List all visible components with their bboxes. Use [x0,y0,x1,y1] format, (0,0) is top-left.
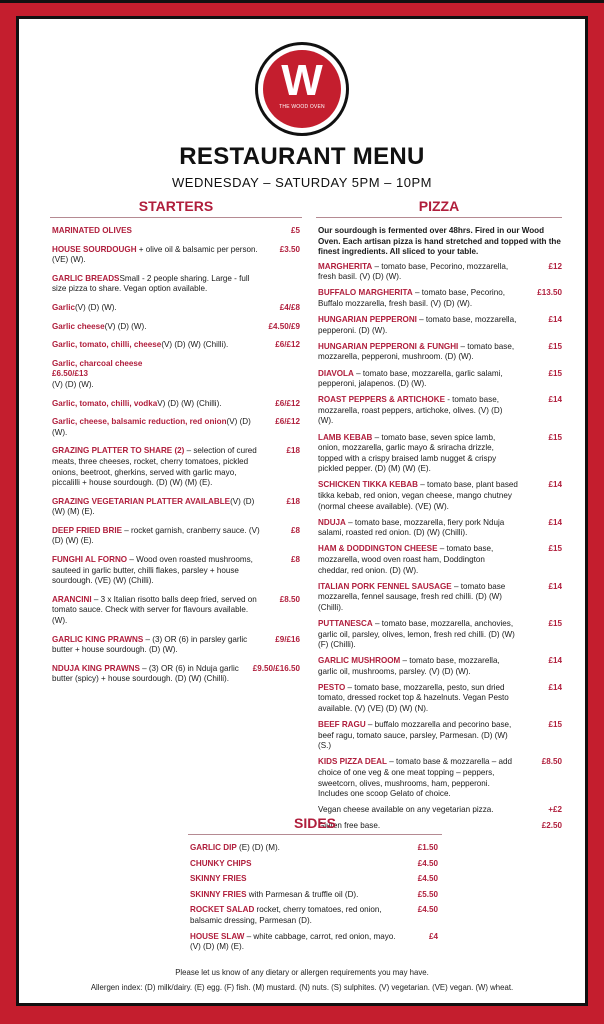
item-name: DEEP FRIED BRIE [52,525,123,535]
item-name: GARLIC MUSHROOM [318,656,401,666]
menu-item [52,274,304,295]
item-name: BUFFALO MARGHERITA [318,288,413,298]
item-name: BEEF RAGU [318,720,366,730]
item-description: – rocket garnish, cranberry sauce. (V) (D) (W) (E). [52,525,260,546]
menu-item [52,417,304,438]
menu-item [318,619,562,651]
starters-heading: STARTERS [50,198,302,218]
item-name: SCHICKEN TIKKA KEBAB [318,480,418,490]
item-price: £12 [548,261,562,271]
item-name: Garlic cheese [52,321,105,331]
item-price: £15 [548,341,562,351]
item-description: – (3) OR (6) in Nduja garlic butter (spicy) + house sourdough. (D) (W) (Chilli). [52,663,239,684]
item-description: rocket, cherry tomatoes, red onion, balsamic dressing, Parmesan (D). [190,905,382,925]
item-description: (V) (D) (W). [52,379,94,389]
item-description: – tomato base, mozzarella, fiery pork Nduja salami, roasted red onion. (D) (W) (Chilli). [318,517,505,538]
menu-item [52,303,304,314]
item-name: FUNGHI AL FORNO [52,555,128,565]
item-description: (V) (D) (W) (Chilli). [161,340,229,350]
item-price: £15 [548,618,562,628]
pizza-heading: PIZZA [316,198,562,218]
item-description: – (3) OR (6) in parsley garlic butter + house sourdough. (D) (W). [52,634,248,655]
item-description: Small - 2 people sharing. Large - full size pizza to share. Vegan option available. [52,273,250,294]
item-name: GARLIC DIP [190,843,237,852]
item-name: PUTTANESCA [318,618,373,628]
item-name: MARINATED OLIVES [52,226,132,235]
item-price: £14 [548,581,562,591]
item-name: SKINNY FRIES [190,874,247,884]
menu-item [52,664,304,685]
item-price: £3.50 [279,244,300,254]
item-name: GRAZING VEGETARIAN PLATTER AVAILABLE [52,496,231,506]
item-name: GRAZING PLATTER TO SHARE (2) [52,446,185,456]
item-price: £18 [286,496,300,506]
item-name: Garlic, cheese, balsamic reduction, red onion [52,417,227,427]
item-price: £14 [548,395,562,405]
menu-item [52,245,304,266]
opening-hours: WEDNESDAY – SATURDAY 5PM – 10PM [172,175,432,190]
item-name: Garlic, tomato, chilli, cheese [52,340,162,350]
sides-list [190,843,438,958]
dietary-note: Please let us know of any dietary or allergen requirements you may have. [175,968,429,977]
item-name: LAMB KEBAB [318,432,373,442]
item-price: £5.50 [417,889,438,899]
item-price: £15 [548,544,562,554]
menu-item [318,757,562,799]
item-description: – tomato base, mozzarella, garlic oil, mushrooms, parsley. (V) (D) (W). [318,656,500,676]
item-name: NDUJA [318,517,346,527]
item-price: £9/£16 [275,634,300,644]
item-description: (V) (D) (W). [74,302,117,312]
item-description: + olive oil & balsamic per person. (VE) (W). [52,244,258,265]
item-description: – selection of cured meats, three cheeses, rocket, cherry tomatoes, pickled onions, beetroot, gherkins, served with garlic mayo, piccalilli + house sourdough. (D) (W) (M) (E). [52,446,257,488]
menu-item [318,288,562,309]
item-name: CHUNKY CHIPS [190,858,252,868]
item-price: £6/£12 [275,398,300,408]
menu-item [318,656,562,677]
item-price: £14 [548,656,562,666]
menu-item [52,595,304,627]
item-price: £4/£8 [279,302,300,312]
menu-item [52,555,304,587]
item-price: +£2 [548,805,562,815]
item-price: £15 [548,432,562,442]
pizza-intro: Our sourdough is fermented over 48hrs. Fired in our Wood Oven. Each artisan pizza is hand stretched and topped with the finest ingredients. All sliced to your table. [318,226,561,257]
item-price: £14 [548,517,562,527]
item-price: £2.50 [541,821,562,831]
sides-heading: SIDES [188,815,442,835]
item-description: (E) (D) (M). [236,843,280,852]
item-price: £8 [290,555,300,565]
item-price: £4.50 [417,858,438,868]
item-price: £4.50 [417,874,438,884]
menu-item [318,395,562,427]
item-description: (V) (D) (W) (M) (E). [52,496,255,517]
item-name: HAM & DODDINGTON CHEESE [318,544,438,554]
item-name: NDUJA KING PRAWNS [52,663,140,673]
item-price: £15 [548,368,562,378]
wood-oven-logo [255,42,349,136]
item-price: £15 [548,720,562,730]
menu-item [52,497,304,518]
menu-item [190,932,438,953]
item-name: Garlic [52,302,75,312]
item-name: SKINNY FRIES [190,889,247,899]
item-description: - tomato base, mozzarella, roast peppers, artichoke, olives. (V) (D) (W). [318,395,503,426]
menu-item [52,446,304,488]
logo-name: THE WOOD OVEN [279,104,325,110]
item-name: ARANCINI [52,594,92,604]
menu-item [52,340,304,351]
item-description: with Parmesan & truffle oil (D). [246,889,359,899]
menu-item [190,859,438,870]
menu-item [190,905,438,926]
page-title: RESTAURANT MENU [179,143,425,170]
item-name: HUNGARIAN PEPPERONI [318,315,417,325]
item-description: (V) (D) (W). [52,417,251,437]
item-name: MARGHERITA [318,261,373,271]
item-description: – tomato base, mozzarella, anchovies, garlic oil, parsley, olives, lemon, fresh red chilli. (D) (W) (F) (Chilli). [318,618,515,650]
item-name: HOUSE SOURDOUGH [52,244,137,254]
item-name: ROCKET SALAD [190,905,255,915]
item-name: ITALIAN PORK FENNEL SAUSAGE [318,581,452,591]
item-description: – tomato base, Pecorino, Buffalo mozzarella, fresh basil. (V) (D) (W). [318,288,505,309]
item-description: (V) (D) (W). [104,321,147,331]
item-price: £8 [290,525,300,535]
item-description: – tomato base, seven spice lamb, onion, mozzarella, garlic mayo & sriracha drizzle, topped with a crispy braised lamb nugget & crispy pickled pepper. (D) (M) (W) (E). [318,432,497,474]
item-description: – buffalo mozzarella and pecorino base, beef ragu, tomato sauce, parsley, Parmesan. (D) (W) (S.) [318,720,512,751]
item-description: – Wood oven roasted mushrooms, sauteed in garlic butter, chilli flakes, parsley + house sourdough. (VE) (W) (Chilli). [52,555,253,586]
item-description: Gluten free base. [318,821,381,831]
item-description: – white cabbage, carrot, red onion, mayo. (V) (D) (M) (E). [190,931,396,952]
item-price: £14 [548,315,562,325]
item-price: £4.50 [417,905,438,915]
item-description: – tomato base, plant based tikka kebab, red onion, vegan cheese, mango chutney (normal cheese available). (VE) (W). [318,480,518,511]
menu-item [318,582,562,614]
item-description: Vegan cheese available on any vegetarian pizza. [318,805,494,815]
item-price: £6/£12 [275,340,300,350]
menu-item [52,399,304,410]
item-price: £6/£12 [275,417,300,427]
menu-item [190,890,438,901]
menu-item [52,226,304,237]
item-description: – tomato base, mozzarella, pepperoni. (D) (W). [318,315,517,335]
item-name: Garlic, tomato, chilli, vodka [52,398,158,408]
item-name: HOUSE SLAW [190,931,245,941]
item-description: – tomato base, mozzarella, pepperoni, mushroom. (D) (W). [318,341,515,362]
item-description: V) (D) (W) (Chilli). [157,398,222,408]
menu-item [318,315,562,336]
item-name: HUNGARIAN PEPPERONI & FUNGHI [318,341,459,351]
item-description: – tomato base mozzarella, fennel sausage, fresh red chilli. (D) (W) (Chilli). [318,581,506,612]
item-description: – tomato base, mozzarella, pesto, sun dried tomato, dressed rocket top & hazelnuts. Vegan Pesto available. (V) (VE) (D) (W) (N). [318,682,509,714]
allergen-index: Allergen index: (D) milk/dairy. (E) egg. (F) fish. (M) mustard. (N) nuts. (S) sulphites. (V) vegetarian. (VE) vegan. (W) wheat. [90,983,514,992]
item-price: £6.50/£13 [52,369,89,379]
item-price: £1.50 [417,843,438,852]
item-price: £4.50/£9 [268,321,300,331]
item-price: £8.50 [279,594,300,604]
item-description: – tomato base, mozzarella, wood oven roast ham, Doddington cheddar, red onion. (D) (W). [318,544,494,575]
item-name: GARLIC BREADS [52,273,120,283]
item-price: £14 [548,480,562,490]
item-price: £18 [286,446,300,456]
item-name: GARLIC KING PRAWNS [52,634,144,644]
menu-item [52,635,304,656]
item-price: £14 [548,682,562,692]
item-price: £9.50/£16.50 [252,663,300,673]
item-price: £5 [290,226,300,235]
menu-item [318,518,562,539]
item-description: – 3 x Italian risotto balls deep fried, served on tomato sauce. Check with server for flavours available. (W). [52,594,257,626]
menu-item [318,480,562,512]
pizza-list [318,226,562,838]
menu-item [318,262,562,283]
menu-item [318,683,562,715]
menu-item [190,843,438,854]
item-name: ROAST PEPPERS & ARTICHOKE [318,395,445,405]
item-name: PESTO [318,682,346,692]
menu-item [318,342,562,363]
item-price: £8.50 [541,757,562,767]
menu-item [318,369,562,390]
item-description: – tomato base, mozzarella, garlic salami, pepperoni, jalapenos. (D) (W). [318,368,503,389]
logo-letter: W [281,56,323,105]
item-price: £13.50 [537,288,562,298]
item-price: £4 [428,931,438,941]
menu-item [318,433,562,475]
item-description: – tomato base & mozzarella – add choice of one veg & one meat topping – peppers, sweetcorn, olives, mushrooms, ham, pepperoni. Includes one scoop Gelato of choice. [318,757,513,799]
menu-item [318,544,562,576]
menu-item [52,359,304,391]
menu-item [52,322,304,333]
starters-list [52,226,304,693]
item-name: Garlic, charcoal cheese [52,358,143,368]
item-name: DIAVOLA [318,368,354,378]
menu-item [52,526,304,547]
menu-item [318,720,562,752]
item-description: – tomato base, Pecorino, mozzarella, fresh basil. (V) (D) (W). [318,261,509,282]
item-name: KIDS PIZZA DEAL [318,757,387,767]
menu-item [190,874,438,885]
